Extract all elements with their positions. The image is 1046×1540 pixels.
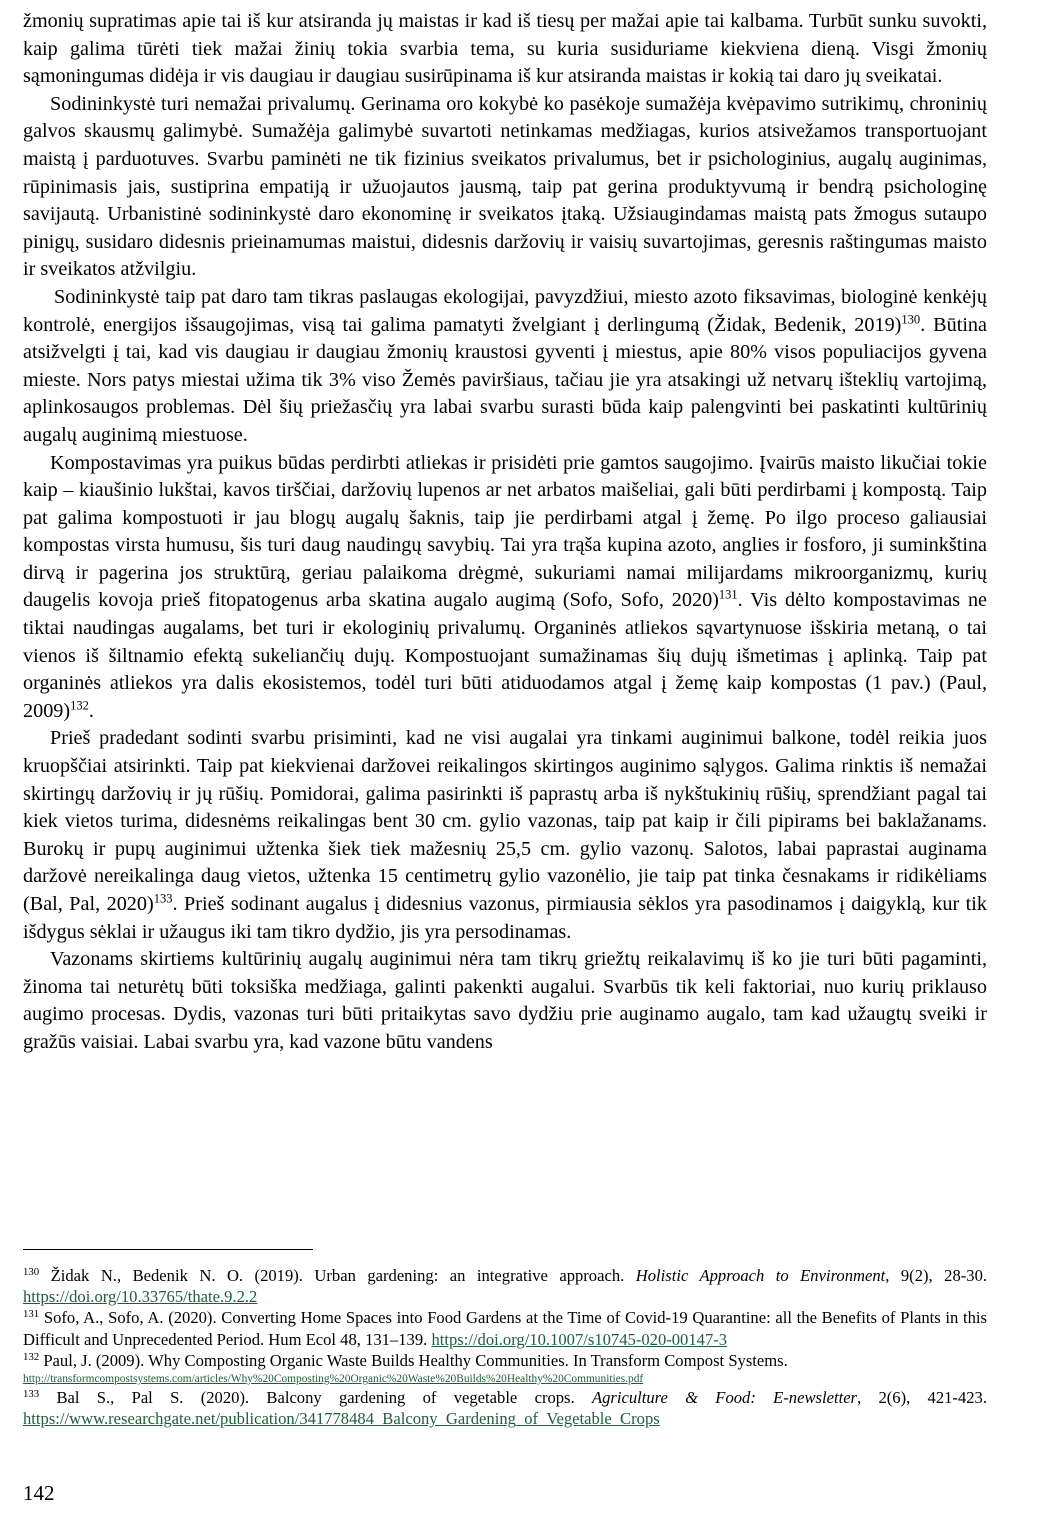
paragraph-4 <box>23 450 987 726</box>
footnote-link[interactable]: https://doi.org/10.1007/s10745-020-00147-3 <box>431 1329 728 1349</box>
footnote-133 <box>23 1387 987 1429</box>
footnote-journal: Agriculture & Food: E-newsletter <box>591 1388 858 1408</box>
footnote-link[interactable]: https://www.researchgate.net/publication/341778484_Balcony_Gardening_of_Vegetable_Crops <box>23 1409 660 1429</box>
paragraph-5 <box>23 725 987 946</box>
page-body <box>23 8 987 1057</box>
paragraph-3-text-a: Sodininkystė taip pat daro tam tikras paslaugas ekologijai, pavyzdžiui, miesto azoto fiksavimas, biologinė kenkėjų kontrolė, energijos išsaugojimas, visą tai galima pamatyti žvelgiant į derlingumą (Židak, Bedenik, 2019) <box>23 285 987 336</box>
paragraph-5-text-a: Prieš pradedant sodinti svarbu prisiminti, kad ne visi augalai yra tinkami auginimui balkone, todėl reikia juos kruopščiai atsirinkti. Taip pat kiekvienai daržovei reikalingos skirtingos auginimo sąlygos. Galima rinktis iš nemažai skirtingų daržovių ir jų rūšių. Pomidorai, galima pasirinkti iš paprastų arba iš nykštukinių rūšių, sprendžiant pagal tai kiek vietos turima, didesnėms reikalingas bent 30 cm. gylio vazonas, taip pat kaip ir čili pipirams bei baklažanams. Burokų ir pupų auginimui užtenka šiek tiek mažesnių 25,5 cm. gylio vazonų. Salotos, labai paprastai auginama daržovė nereikalinga daug vietos, užtenka 15 centimetrų gylio vazonėlio, jie taip pat tinka česnakams ir ridikėliams (Bal, Pal, 2020) <box>23 727 987 915</box>
footnote-number: 132 <box>23 1350 40 1363</box>
footnote-text: Sofo, A., Sofo, A. (2020). Converting Home Spaces into Food Gardens at the Time of Covid-19 Quarantine: all the Benefits of Plants in this Difficult and Unprecedented Period. Hum Ecol 48, 131–139. <box>23 1308 987 1349</box>
paragraph-5-text-b: . Prieš sodinant augalus į didesnius vazonus, pirmiausia sėklos yra pasodinamos į daigyklą, kur tik išdygus sėklai ir užaugus iki tam tikro dydžio, jis yra persodinamas. <box>23 893 987 943</box>
footnote-number: 133 <box>23 1388 40 1401</box>
footnote-text: Židak N., Bedenik N. O. (2019). Urban gardening: an integrative approach. <box>39 1266 636 1285</box>
footnote-journal: Holistic Approach to Environment <box>635 1266 886 1285</box>
footnote-132 <box>23 1350 987 1387</box>
footnote-details: , 2(6), 421-423. <box>857 1388 987 1408</box>
footnote-131 <box>23 1307 987 1349</box>
footnotes <box>23 1249 987 1429</box>
paragraph-6: Vazonams skirtiems kultūrinių augalų auginimui nėra tam tikrų griežtų reikalavimų iš ko jie turi būti pagaminti, žinoma tai neturėtų būti toksiška medžiaga, galinti pakenkti augalui. Svarbūs tik keli faktoriai, nuo kurių priklauso augimo procesas. Dydis, vazonas turi būti pritaikytas savo dydžiu prie auginamo augalo, tam kad užaugtų sveiki ir gražūs vaisiai. Labai svarbu yra, kad vazone būtu vandens <box>23 948 987 1053</box>
footnote-number: 131 <box>23 1308 40 1321</box>
footnote-link[interactable]: http://transformcompostsystems.com/articles/Why%20Composting%20Organic%20Waste%20Builds%20Healthy%20Communities.pdf <box>23 1373 644 1386</box>
footnote-130 <box>23 1265 987 1307</box>
footnote-ref-132[interactable]: 132 <box>70 698 89 713</box>
footnote-number: 130 <box>23 1266 40 1279</box>
footnote-separator <box>23 1249 313 1250</box>
footnote-details: , 9(2), 28-30. <box>885 1266 988 1285</box>
paragraph-3-text-b: . Būtina atsižvelgti į tai, kad vis daugiau ir daugiau žmonių kraustosi gyventi į miestus, apie 80% visos populiacijos gyvena mieste. Nors patys miestai užima tik 3% viso Žemės paviršiaus, tačiau jie yra atsakingi už netvarų išteklių vartojimą, aplinkosaugos problemas. Dėl šių priežasčių yra labai svarbu surasti būda kaip palengvinti bei paskatinti kultūrinių augalų auginimą miestuose. <box>23 313 987 446</box>
footnote-ref-133[interactable]: 133 <box>153 891 173 906</box>
paragraph-1: žmonių supratimas apie tai iš kur atsiranda jų maistas ir kad iš tiesų per mažai apie tai kalbama. Turbūt sunku suvokti, kaip galima tūrėti tiek mažai žinių tokia svarbia tema, su kuria susiduriame kiekviena dieną. Visgi žmonių sąmoningumas didėja ir vis daugiau ir daugiau susirūpinama iš kur atsiranda maistas ir kokią tai daro jų sveikatai. <box>23 10 987 88</box>
footnote-ref-131[interactable]: 131 <box>718 587 738 602</box>
paragraph-3 <box>23 284 987 450</box>
footnote-ref-130[interactable]: 130 <box>901 311 921 326</box>
paragraph-4-text-b: . Vis dėlto kompostavimas ne tiktai naudingas augalams, bet turi ir ekologinių privalumų. Organinės atliekos sąvartynuose išskiria metaną, o tai vienos iš šiltnamio efektą sukeliančių dujų. Kompostuojant sumažinamas šių dujų išmetimas į aplinką. Taip pat organinės atliekos yra dalis ekosistemos, todėl turi būti atiduodamos atgal į žemę kaip kompostas (1 pav.) (Paul, 2009) <box>23 589 988 722</box>
footnote-text: Paul, J. (2009). Why Composting Organic Waste Builds Healthy Communities. In Transform Compost Systems. <box>39 1350 788 1370</box>
page-number: 142 <box>23 1481 55 1505</box>
footnote-link[interactable]: https://doi.org/10.33765/thate.9.2.2 <box>23 1287 258 1307</box>
paragraph-4-text-a: Kompostavimas yra puikus būdas perdirbti atliekas ir prisidėti prie gamtos saugojimo. Įvairūs maisto likučiai tokie kaip – kiaušinio lukštai, kavos tirščiai, daržovių lupenos ar net arbatos maišeliai, gali būti perdirbami į kompostą. Taip pat galima kompostuoti ir jau blogų augalų šaknis, taip jie perdirbami atgal į žemę. Po ilgo proceso galiausiai kompostas virsta humusu, šis turi daug naudingų savybių. Tai yra trąša kupina azoto, anglies ir fosforo, ji suminkština dirvą ir pagerina jos struktūrą, geriau palaikoma drėgmė, sukuriami namai milijardams mikroorganizmų, kurių daugelis kovoja prieš fitopatogenus arba skatina augalo augimą (Sofo, Sofo, 2020) <box>23 451 987 612</box>
footnote-text: Bal S., Pal S. (2020). Balcony gardening of vegetable crops. <box>39 1388 592 1408</box>
paragraph-2: Sodininkystė turi nemažai privalumų. Gerinama oro kokybė ko pasėkoje sumažėja kvėpavimo sutrikimų, chroninių galvos skausmų galimybė. Sumažėja galimybė suvartoti netinkamas medžiagas, kurios atsivežamos transportuojant maistą į parduotuves. Svarbu paminėti ne tik fizinius sveikatos privalumus, bet ir psichologinius, augalų auginimas, rūpinimasis jais, sustiprina empatiją ir užuojautos jausmą, taip pat gerina produktyvumą ir bendrą psichologinę savijautą. Urbanistinė sodininkystė daro ekonominę ir sveikatos įtaką. Užsiaugindamas maistą pats žmogus sutaupo pinigų, susidaro didesnis prieinamumas maistui, didesnis daržovių ir vaisių suvartojimas, geresnis raštingumas maisto ir sveikatos atžvilgiu. <box>23 92 987 281</box>
paragraph-4-text-c: . <box>88 699 94 722</box>
